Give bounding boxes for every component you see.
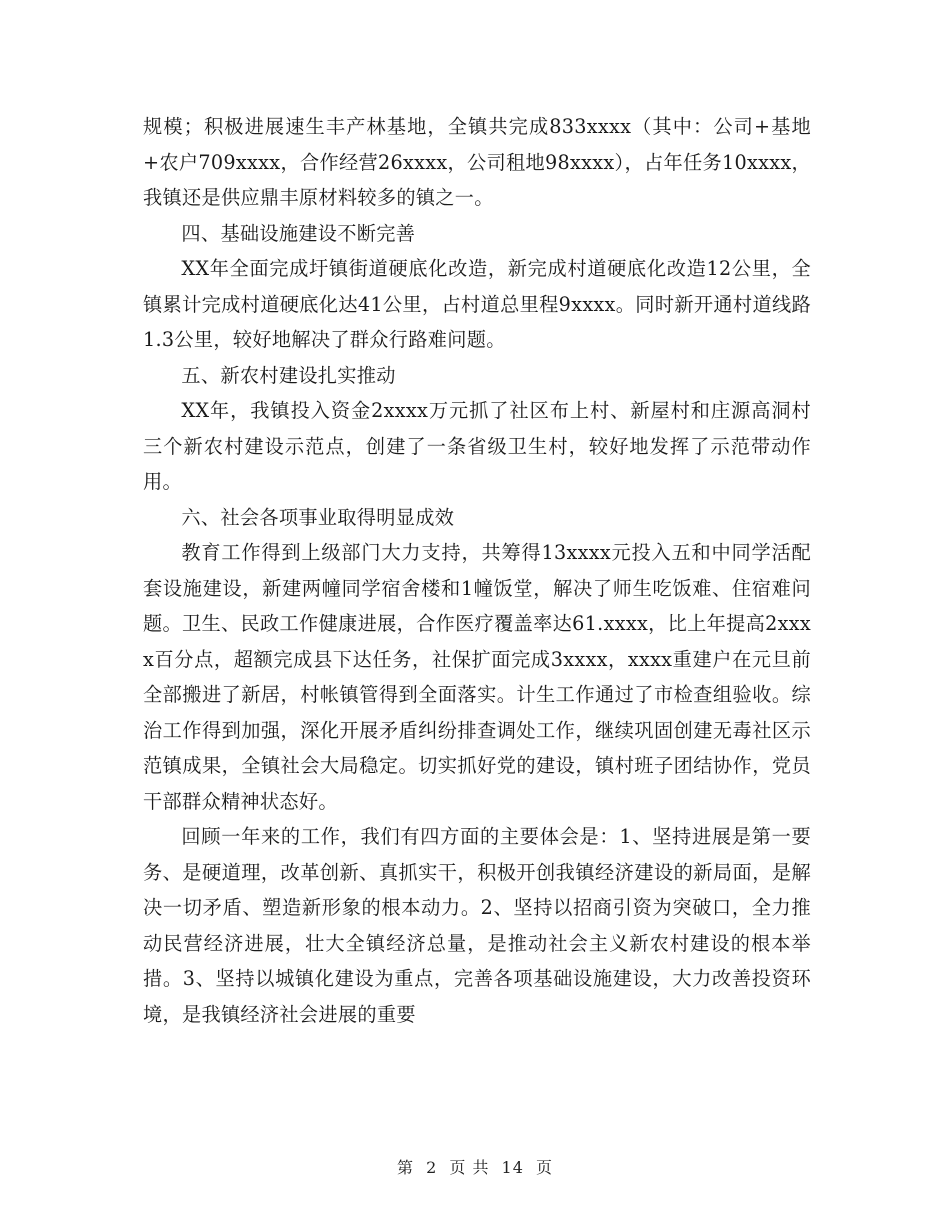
section-heading-new-village: 五、新农村建设扎实推动: [181, 363, 396, 387]
section-heading-social-affairs: 六、社会各项事业取得明显成效: [181, 505, 455, 529]
footer-total-pages: 14: [501, 1158, 524, 1177]
paragraph-review: 回顾一年来的工作，我们有四方面的主要体会是：1、坚持进展是第一要务、是硬道理，改革创新、真抓实干，积极开创我镇经济建设的新局面，是解决一切矛盾、塑造新形象的根本动力。2、坚持以招商引资为突破口，全力推动民营经济进展，壮大全镇经济总量，是推动社会主义新农村建设的根本举措。3、坚持以城镇化建设为重点，完善各项基础设施建设，大力改善投资环境，是我镇经济社会进展的重要: [143, 825, 811, 1026]
footer-middle: 页 共: [449, 1158, 490, 1177]
footer-suffix: 页: [536, 1158, 554, 1177]
paragraph-new-village: XX年，我镇投入资金2xxxx万元抓了社区布上村、新屋村和庄源高洞村三个新农村建设示范点，创建了一条省级卫生村，较好地发挥了示范带动作用。: [143, 399, 811, 493]
footer-prefix: 第: [396, 1158, 414, 1177]
document-body: [143, 109, 811, 1032]
page-footer: [0, 1155, 950, 1178]
section-heading-infrastructure: 四、基础设施建设不断完善: [181, 221, 416, 245]
paragraph-continuation: 规模；积极进展速生丰产林基地，全镇共完成833xxxx（其中：公司+基地+农户709xxxx，合作经营26xxxx，公司租地98xxxx），占年任务10xxxx，我镇还是供应鼎丰原材料较多的镇之一。: [143, 115, 811, 209]
paragraph-infrastructure: XX年全面完成圩镇街道硬底化改造，新完成村道硬底化改造12公里，全镇累计完成村道硬底化达41公里，占村道总里程9xxxx。同时新开通村道线路1.3公里，较好地解决了群众行路难问题。: [143, 257, 811, 351]
footer-page-number: 2: [426, 1158, 438, 1177]
paragraph-social-affairs: 教育工作得到上级部门大力支持，共筹得13xxxx元投入五和中同学活配套设施建设，新建两幢同学宿舍楼和1幢饭堂，解决了师生吃饭难、住宿难问题。卫生、民政工作健康进展，合作医疗覆盖率达61.xxxx，比上年提高2xxxx百分点，超额完成县下达任务，社保扩面完成3xxxx，xxxx重建户在元旦前全部搬进了新居，村帐镇管得到全面落实。计生工作通过了市检查组验收。综治工作得到加强，深化开展矛盾纠纷排查调处工作，继续巩固创建无毒社区示范镇成果，全镇社会大局稳定。切实抓好党的建设，镇村班子团结协作，党员干部群众精神状态好。: [143, 541, 811, 813]
